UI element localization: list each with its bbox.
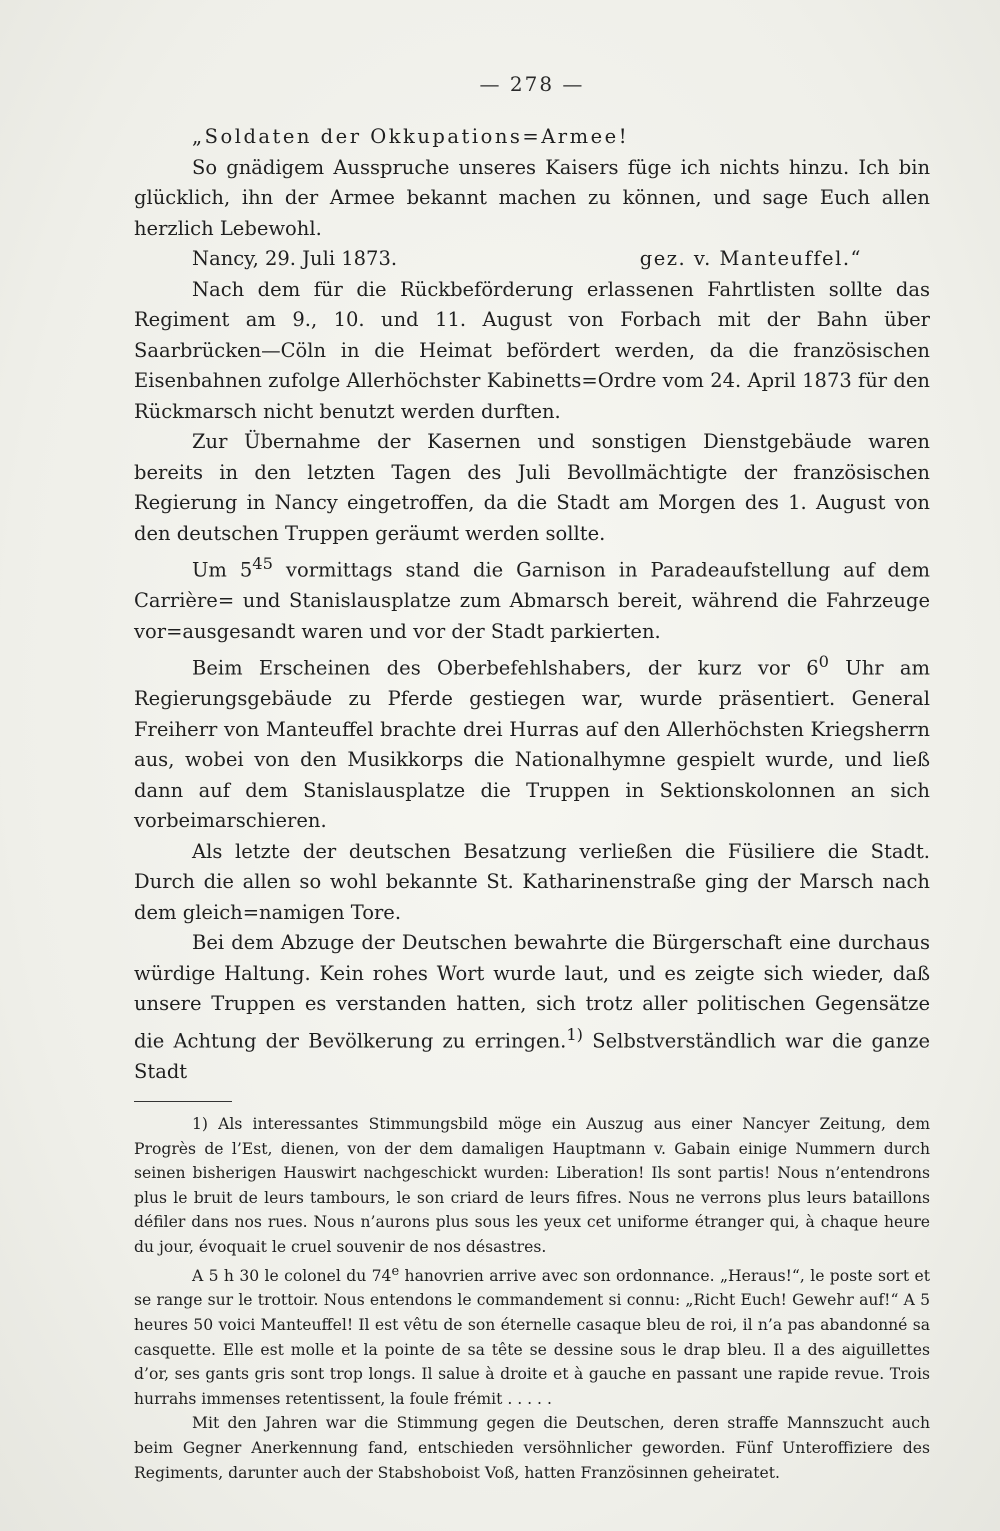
paragraph	[134, 549, 930, 647]
paragraph: So gnädigem Ausspruche unseres Kaisers füge ich nichts hinzu. Ich bin glücklich, ihn der Armee bekannt machen zu können, und sage Euch allen herzlich Lebewohl.	[134, 155, 930, 240]
paragraph	[134, 928, 930, 1087]
text-run: A 5 h 30 le colonel du 74	[192, 1266, 392, 1285]
main-text	[134, 122, 930, 1087]
superscript: 0	[818, 652, 829, 671]
text-run: Um 5	[192, 558, 253, 582]
signature: gez. v. Manteuffel.“	[639, 247, 862, 270]
quote-heading: „Soldaten der Okkupations=Armee!	[192, 125, 630, 148]
paragraph: Als letzte der deutschen Besatzung verließen die Füsiliere die Stadt. Durch die allen so wohl bekannte St. Katharinenstraße ging der Marsch nach dem gleich=namigen Tore.	[134, 839, 930, 924]
signature-line	[134, 244, 930, 275]
superscript: 45	[252, 554, 273, 573]
text-run: vormittags stand die Garnison in Paradeaufstellung auf dem Carrière= und Stanislausplatze zum Abmarsch bereit, während die Fahrzeuge vor=ausgesandt waren und vor der Stadt parkierten.	[134, 558, 930, 643]
paragraph: Nach dem für die Rückbeförderung erlassenen Fahrtlisten sollte das Regiment am 9., 10. und 11. August von Forbach mit der Bahn über Saarbrücken—Cöln in die Heimat befördert werden, da die französischen Eisenbahnen zufolge Allerhöchster Kabinetts=Ordre vom 24. April 1873 für den Rückmarsch nicht benutzt werden durften.	[134, 277, 930, 423]
footnote-paragraph: Mit den Jahren war die Stimmung gegen die Deutschen, deren straffe Mannszucht auch beim Gegner Anerkennung fand, entschieden versöhnlicher geworden. Fünf Unteroffiziere des Regiments, darunter auch der Stabshoboist Voß, hatten Französinnen geheiratet.	[134, 1414, 930, 1482]
text-run: Uhr am Regierungsgebäude zu Pferde gestiegen war, wurde präsentiert. General Freiherr von Manteuffel brachte drei Hurras auf den Allerhöchsten Kriegsherrn aus, wobei von den Musikkorps die Nationalhymne gespielt wurde, und ließ dann auf dem Stanislausplatze die Truppen in Sektionskolonnen an sich vorbeimarschieren.	[134, 656, 930, 832]
page-number: — 278 —	[479, 72, 585, 96]
superscript: e	[391, 1263, 400, 1279]
text-run: Beim Erscheinen des Oberbefehlshabers, der kurz vor 6	[192, 656, 819, 680]
footnote-marker: 1)	[566, 1024, 584, 1044]
place-date: Nancy, 29. Juli 1873.	[192, 247, 398, 270]
footnote	[134, 1112, 930, 1485]
footnote-paragraph	[134, 1260, 930, 1412]
paragraph: Zur Übernahme der Kasernen und sonstigen Dienstgebäude waren bereits in den letzten Tagen des Juli Bevollmächtigte der französischen Regierung in Nancy eingetroffen, da die Stadt am Morgen des 1. August von den deutschen Truppen geräumt werden sollte.	[134, 430, 930, 545]
text-run: hanovrien arrive avec son ordonnance. „Heraus!“, le poste sort et se range sur le trottoir. Nous entendons le commandement si connu: „Richt Euch! Gewehr auf!“ A 5 heures 50 voici Manteuffel! Il est vêtu de son éternelle casaque bleu de roi, il n’a pas abandonné sa casquette. Elle est molle et la pointe de sa tête se dessine sous le drap bleu. Il a des aiguillettes d’or, ses gants gris sont trop longs. Il salue à droite et à gauche en passant une rapide revue. Trois hurrahs immenses retentissent, la foule frémit . . . . .	[134, 1266, 930, 1408]
text-run: Selbstverständlich war die ganze Stadt	[134, 1029, 930, 1083]
text-run: Bei dem Abzuge der Deutschen bewahrte die Bürgerschaft eine durchaus würdige Haltung. Kein rohes Wort wurde laut, und es zeigte sich wieder, daß unsere Truppen es verstanden hatten, sich trotz aller politischen Gegensätze die Achtung der Bevölkerung zu erringen.	[134, 931, 930, 1052]
paragraph	[134, 647, 930, 837]
footnote-paragraph: 1) Als interessantes Stimmungsbild möge ein Auszug aus einer Nancyer Zeitung, dem Progrès de l’Est, dienen, von der dem damaligen Hauptmann v. Gabain einige Nummern durch seinen bisherigen Hauswirt nachgeschickt wurden: Liberation! Ils sont partis! Nous n’entendrons plus le bruit de leurs tambours, le son criard de leurs fifres. Nous ne verrons plus leurs bataillons défiler dans nos rues. Nous n’aurons plus sous les yeux cet uniforme étranger qui, à chaque heure du jour, évoquait le cruel souvenir de nos désastres.	[134, 1115, 930, 1256]
footnote-divider	[134, 1101, 232, 1102]
